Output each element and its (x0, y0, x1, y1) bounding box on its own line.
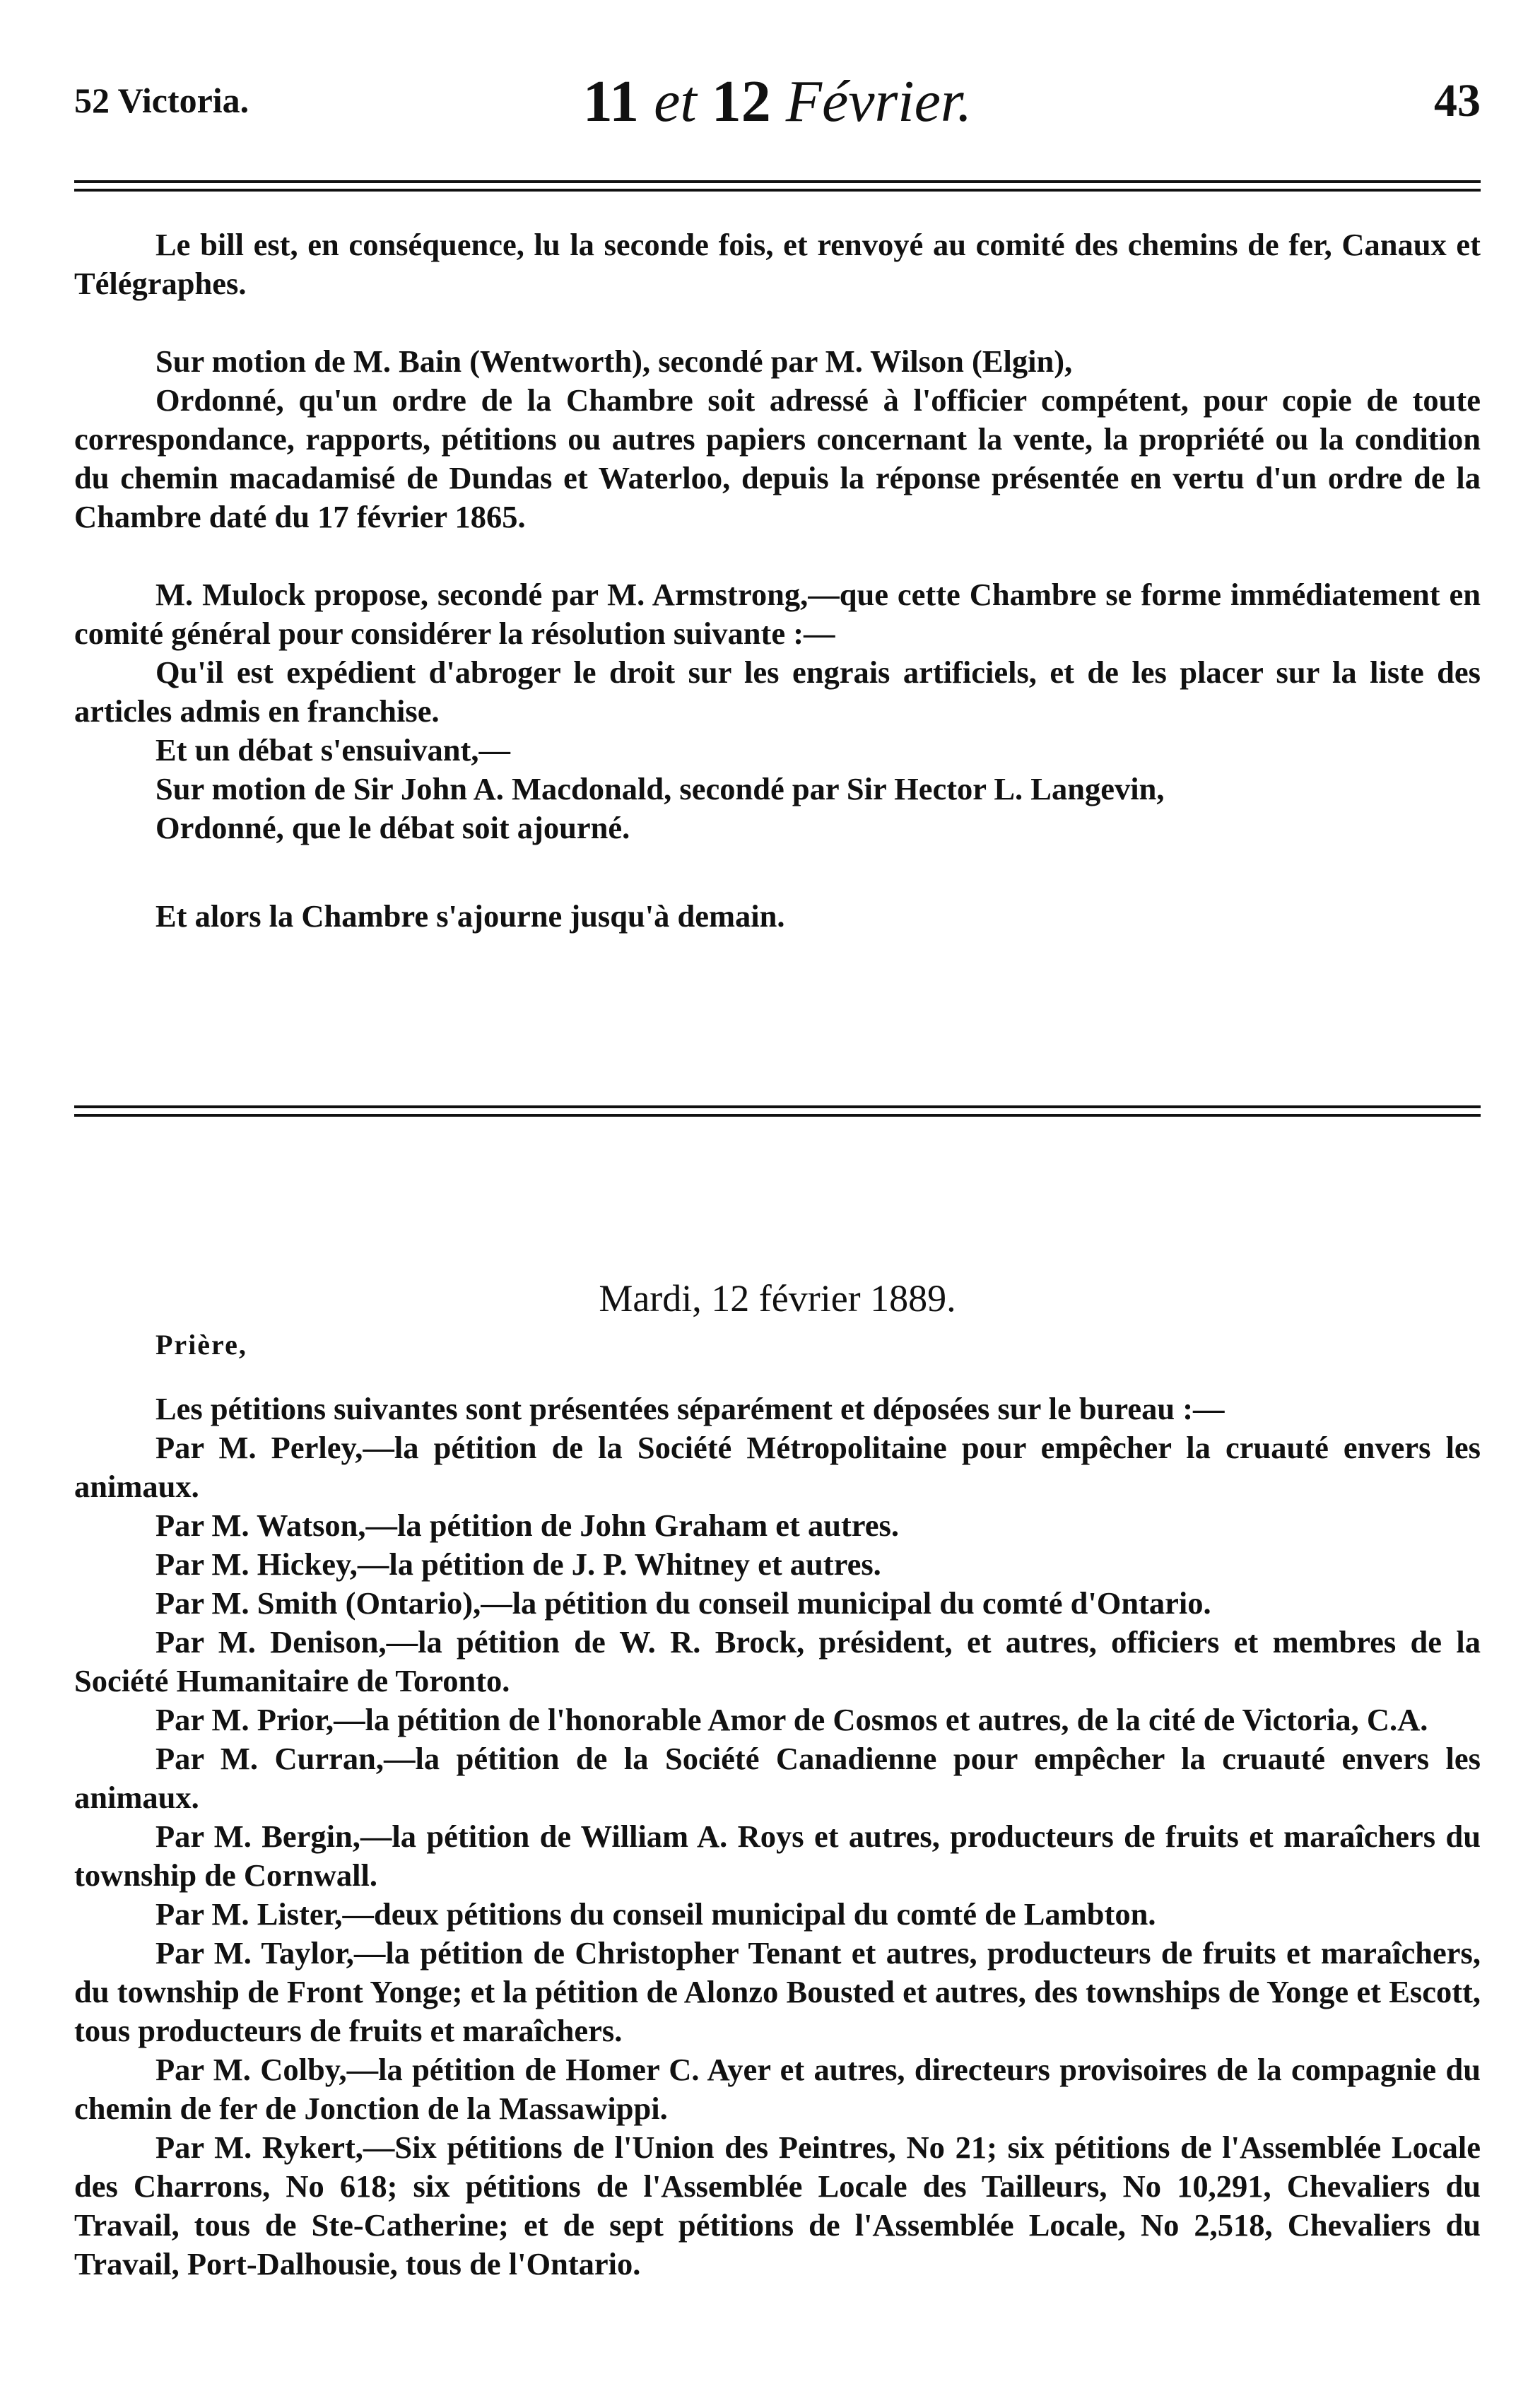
header-divider (74, 180, 1481, 192)
paragraph-debate: Et un débat s'ensuivant,— (155, 732, 510, 768)
header-month: Février. (785, 69, 972, 134)
petition-item: Par M. Watson,—la pétition de John Graham et autres. (155, 1508, 899, 1543)
paragraph-order-correspondence: Ordonné, qu'un ordre de la Chambre soit adressé à l'officier compétent, pour copie de toute correspondance, rapports, pétitions ou autres papiers concernant la vente, la propriété ou la condition du chemin macadamisé de Dundas et Waterloo, depuis la réponse présentée en vertu d'un ordre de la Chambre daté du 17 février 1865. (74, 382, 1481, 534)
section-divider (74, 1105, 1481, 1117)
header-day-2: 12 (711, 69, 771, 134)
sitting-date-heading: Mardi, 12 février 1889. (599, 1277, 956, 1320)
header-day-1: 11 (582, 69, 640, 134)
petition-item: Par M. Perley,—la pétition de la Société Métropolitaine pour empêcher la cruauté envers les animaux. (74, 1430, 1481, 1504)
priere-label: Prière, (155, 1329, 247, 1361)
petition-item: Par M. Colby,—la pétition de Homer C. Ayer et autres, directeurs provisoires de la compagnie du chemin de fer de Jonction de la Massawippi. (74, 2052, 1481, 2126)
petition-item: Par M. Smith (Ontario),—la pétition du conseil municipal du comté d'Ontario. (155, 1585, 1211, 1621)
petition-item: Par M. Hickey,—la pétition de J. P. Whitney et autres. (155, 1546, 881, 1582)
petitions-intro: Les pétitions suivantes sont présentées séparément et déposées sur le bureau :— (155, 1391, 1225, 1426)
section-proceedings-12 (74, 1390, 1481, 2284)
petition-item: Par M. Bergin,—la pétition de William A. Roys et autres, producteurs de fruits et maraîchers du township de Cornwall. (74, 1819, 1481, 1893)
paragraph-motion-macdonald: Sur motion de Sir John A. Macdonald, secondé par Sir Hector L. Langevin, (155, 771, 1165, 806)
header-volume: 52 Victoria. (74, 81, 249, 120)
petition-item: Par M. Curran,—la pétition de la Société Canadienne pour empêcher la cruauté envers les animaux. (74, 1741, 1481, 1815)
header-et: et (654, 69, 697, 134)
petition-item: Par M. Taylor,—la pétition de Christopher Tenant et autres, producteurs de fruits et maraîchers, du township de Front Yonge; et la pétition de Alonzo Bousted et autres, des townships de Yonge et Escott, tous producteurs de fruits et maraîchers. (74, 1935, 1481, 2048)
page-number: 43 (1434, 75, 1481, 127)
header-date (74, 67, 1481, 136)
petition-item: Par M. Prior,—la pétition de l'honorable Amor de Cosmos et autres, de la cité de Victoria, C.A. (155, 1702, 1428, 1737)
petition-item: Par M. Rykert,—Six pétitions de l'Union des Peintres, No 21; six pétitions de l'Assemblée Locale des Charrons, No 618; six pétitions de l'Assemblée Locale des Tailleurs, No 10,291, Chevaliers du Travail, tous de Ste-Catherine; et de sept pétitions de l'Assemblée Locale, No 2,518, Chevaliers du Travail, Port-Dalhousie, tous de l'Ontario. (74, 2130, 1481, 2282)
petition-item: Par M. Lister,—deux pétitions du conseil municipal du comté de Lambton. (155, 1896, 1156, 1932)
paragraph-resolution: Qu'il est expédient d'abroger le droit sur les engrais artificiels, et de les placer sur la liste des articles admis en franchise. (74, 654, 1481, 729)
paragraph-order-adjourn-debate: Ordonné, que le débat soit ajourné. (155, 810, 630, 845)
petition-item: Par M. Denison,—la pétition de W. R. Brock, président, et autres, officiers et membres de la Société Humanitaire de Toronto. (74, 1624, 1481, 1698)
page-header (74, 67, 1481, 138)
paragraph-house-adjourns: Et alors la Chambre s'ajourne jusqu'à demain. (155, 898, 785, 934)
section-proceedings-11 (74, 225, 1481, 936)
paragraph-bill-referral: Le bill est, en conséquence, lu la seconde fois, et renvoyé au comité des chemins de fer, Canaux et Télégraphes. (74, 227, 1481, 301)
paragraph-motion-bain: Sur motion de M. Bain (Wentworth), secondé par M. Wilson (Elgin), (155, 343, 1073, 379)
paragraph-mulock-proposal: M. Mulock propose, secondé par M. Armstrong,—que cette Chambre se forme immédiatement en comité général pour considérer la résolution suivante :— (74, 577, 1481, 651)
journal-page (74, 67, 1481, 2284)
